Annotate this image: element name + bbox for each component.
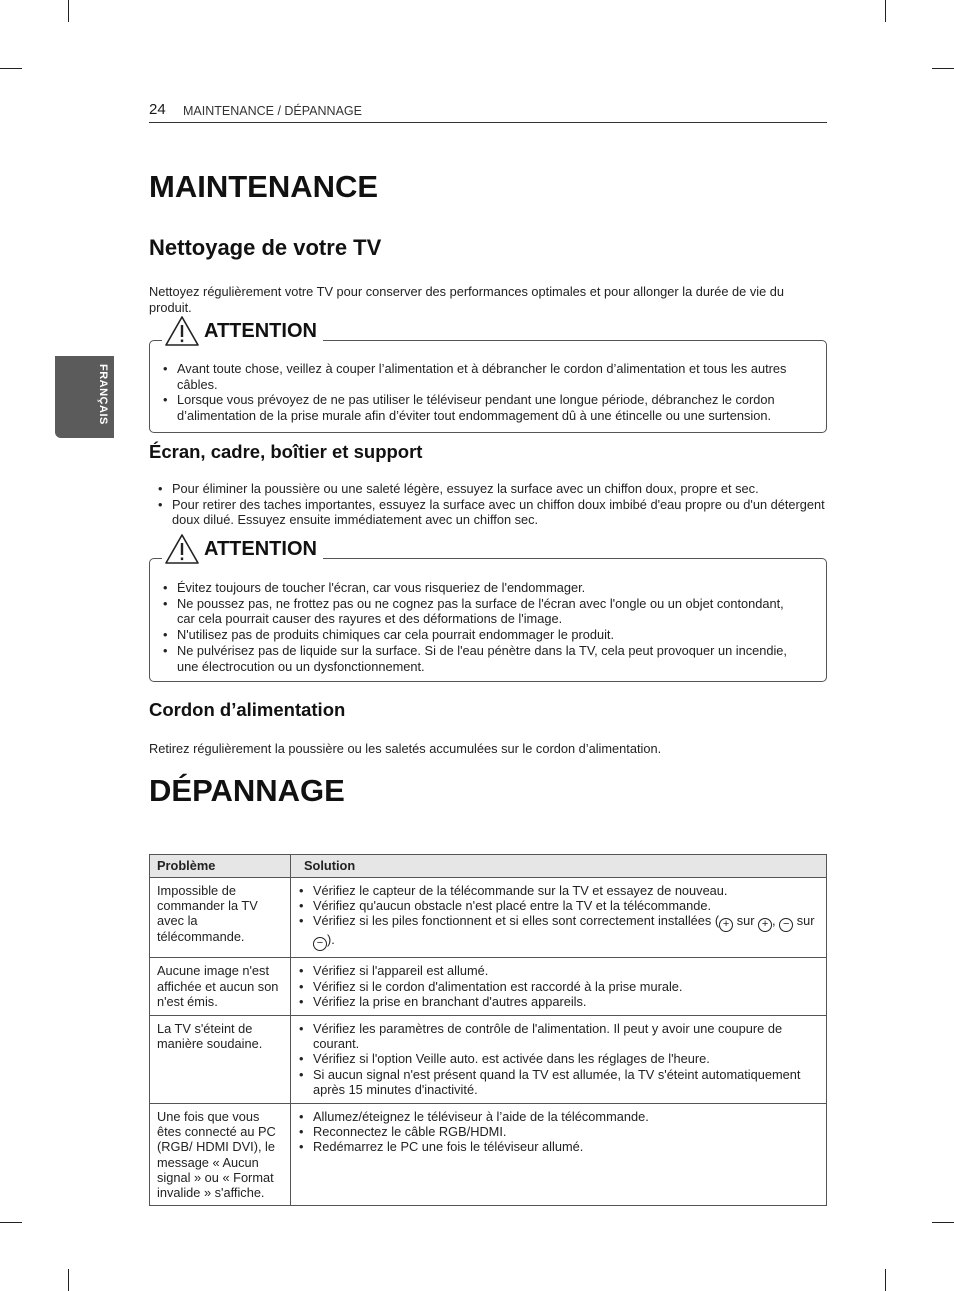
problem-cell: Une fois que vous êtes connecté au PC (RGB/ HDMI DVI), le message « Aucun signal » ou « Format invalide » s'affiche. — [150, 1104, 291, 1206]
list-item: • Allumez/éteignez le téléviseur à l’aide de la télécommande. — [299, 1109, 818, 1124]
crop-mark — [885, 1269, 886, 1291]
crop-mark — [0, 1222, 22, 1223]
list-item: • Redémarrez le PC une fois le téléviseur allumé. — [299, 1139, 818, 1154]
attention-box-screen — [149, 537, 827, 682]
table-row — [150, 958, 827, 1016]
battery-text: ). — [327, 932, 335, 948]
cleaning-intro: Nettoyez régulièrement votre TV pour conserver des performances optimales et pour allonger la durée de vie du produit. — [149, 284, 784, 315]
minus-terminal-icon: − — [779, 918, 793, 932]
list-item: • Vérifiez si l'appareil est allumé. — [299, 963, 818, 978]
language-tab — [55, 356, 114, 438]
battery-text: , — [772, 913, 780, 929]
troubleshooting-title: DÉPANNAGE — [149, 773, 345, 808]
solution-cell — [291, 1104, 827, 1206]
list-item: • Vérifiez la prise en branchant d'autres appareils. — [299, 994, 818, 1009]
battery-text: Vérifiez si les piles fonctionnent et si elles sont correctement installées ( — [313, 913, 720, 929]
attention-header — [162, 535, 323, 563]
list-item: • Évitez toujours de toucher l'écran, car vous risqueriez de l'endommager. — [163, 580, 803, 596]
solution-cell — [291, 1016, 827, 1104]
list-item: • N'utilisez pas de produits chimiques car cela pourrait endommager le produit. — [163, 627, 803, 643]
list-item: • Lorsque vous prévoyez de ne pas utiliser le téléviseur pendant une longue période, débranchez le cordon d’alimentation de la prise murale afin d’éviter tout endommagement dû à une étincelle ou une surtension. — [163, 392, 815, 423]
attention-label: ATTENTION — [204, 319, 317, 342]
crop-mark — [885, 0, 886, 22]
list-item: • Vérifiez le capteur de la télécommande sur la TV et essayez de nouveau. — [299, 883, 818, 898]
solution-cell — [291, 958, 827, 1016]
list-item: • Pour retirer des taches importantes, essuyez la surface avec un chiffon doux imbibé d'eau propre ou d'un détergent doux dilué. Essuyez ensuite immédiatement avec un chiffon sec. — [158, 497, 828, 528]
list-item: • Ne poussez pas, ne frottez pas ou ne cognez pas la surface de l'écran avec l'ongle ou un objet contondant, car cela pourrait causer des rayures et des déformations de l'image. — [163, 596, 803, 627]
page-header — [149, 101, 827, 123]
minus-terminal-icon: − — [313, 937, 327, 951]
crop-mark — [932, 1222, 954, 1223]
problem-cell: Impossible de commander la TV avec la télécommande. — [150, 878, 291, 958]
list-item: • Vérifiez si le cordon d'alimentation est raccordé à la prise murale. — [299, 979, 818, 994]
table-header-row — [150, 855, 827, 878]
running-title: MAINTENANCE / DÉPANNAGE — [183, 104, 362, 118]
crop-mark — [932, 68, 954, 69]
list-item: • Vérifiez qu'aucun obstacle n'est placé entre la TV et la télécommande. — [299, 898, 818, 913]
battery-text: sur — [793, 913, 815, 929]
table-row — [150, 1104, 827, 1206]
crop-mark — [68, 0, 69, 22]
solution-column-header: Solution — [291, 855, 827, 878]
list-item: • Reconnectez le câble RGB/HDMI. — [299, 1124, 818, 1139]
attention-label: ATTENTION — [204, 537, 317, 560]
attention-box-cleaning — [149, 319, 827, 433]
screen-care-list — [158, 481, 828, 528]
list-item: • Pour éliminer la poussière ou une saleté légère, essuyez la surface avec un chiffon doux, propre et sec. — [158, 481, 828, 497]
plus-terminal-icon: + — [758, 918, 772, 932]
battery-text: sur — [733, 913, 759, 929]
solution-cell — [291, 878, 827, 958]
list-item: • Vérifiez si l'option Veille auto. est activée dans les réglages de l'heure. — [299, 1051, 818, 1066]
list-item: • Avant toute chose, veillez à couper l’alimentation et à débrancher le cordon d’alimentation et tous les autres câbles. — [163, 361, 815, 392]
list-item: • Si aucun signal n'est présent quand la TV est allumée, la TV s'éteint automatiquement après 15 minutes d'inactivité. — [299, 1067, 818, 1097]
warning-icon — [164, 533, 200, 565]
list-item — [299, 913, 818, 951]
language-tab-label: FRANÇAIS — [97, 364, 109, 425]
table-row — [150, 1016, 827, 1104]
troubleshooting-table — [149, 854, 827, 1206]
list-item: • Ne pulvérisez pas de liquide sur la surface. Si de l'eau pénètre dans la TV, cela peut provoquer un incendie, une électrocution ou un dysfonctionnement. — [163, 643, 803, 674]
cord-heading: Cordon d’alimentation — [149, 699, 346, 720]
page-number: 24 — [149, 101, 166, 118]
cord-text: Retirez régulièrement la poussière ou les saletés accumulées sur le cordon d’alimentation. — [149, 741, 662, 756]
attention-list — [163, 361, 815, 424]
warning-icon — [164, 315, 200, 347]
list-item: • Vérifiez les paramètres de contrôle de l'alimentation. Il peut y avoir une coupure de courant. — [299, 1021, 818, 1051]
problem-cell: La TV s'éteint de manière soudaine. — [150, 1016, 291, 1104]
plus-terminal-icon: + — [719, 918, 733, 932]
screen-heading: Écran, cadre, boîtier et support — [149, 441, 423, 462]
crop-mark — [0, 68, 22, 69]
problem-cell: Aucune image n'est affichée et aucun son n'est émis. — [150, 958, 291, 1016]
attention-list — [163, 580, 803, 674]
cleaning-heading: Nettoyage de votre TV — [149, 235, 382, 260]
crop-mark — [68, 1269, 69, 1291]
table-row — [150, 878, 827, 958]
attention-header — [162, 317, 323, 345]
maintenance-title: MAINTENANCE — [149, 169, 379, 204]
problem-column-header: Problème — [150, 855, 291, 878]
